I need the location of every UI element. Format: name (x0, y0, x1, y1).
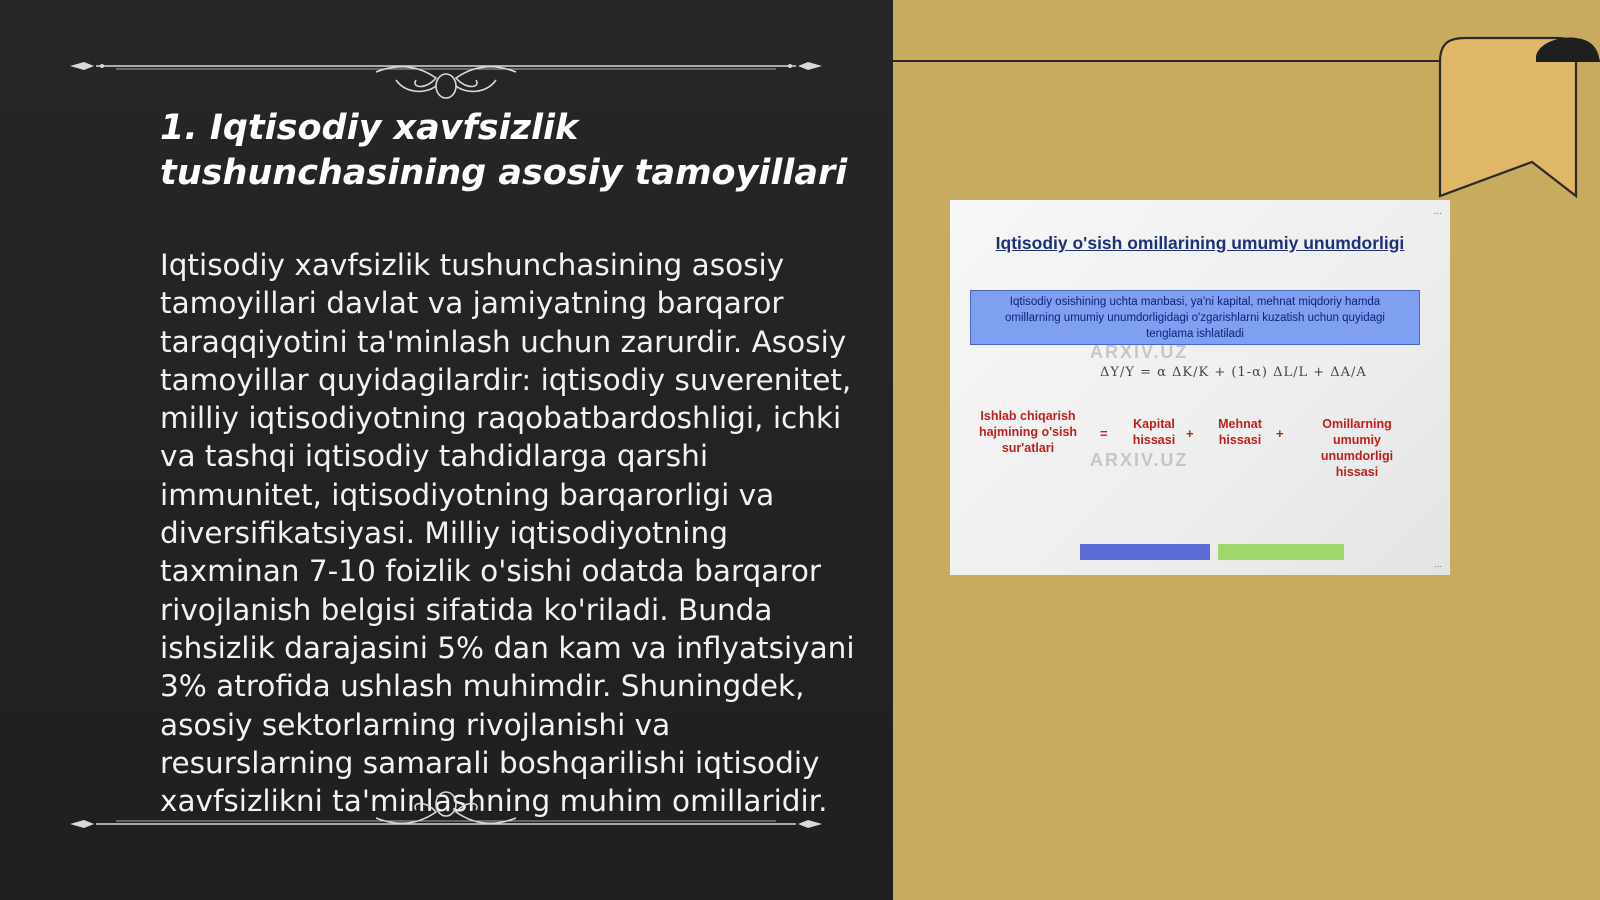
watermark: ARXIV.UZ (1090, 450, 1189, 470)
ornamental-divider-icon (66, 778, 826, 838)
ornamental-divider-icon (66, 50, 826, 110)
corner-text: ... (1433, 206, 1442, 217)
embedded-slide-image (950, 200, 1450, 575)
bookmark-ribbon-icon (1436, 34, 1600, 200)
embedded-title: Iqtisodiy o'sish omillarining umumiy unumdorligi (995, 233, 1405, 253)
embedded-info-box: Iqtisodiy osishining uchta manbasi, ya'ni kapital, mehnat miqdoriy hamda omillarning umumiy unumdorligidagi o'zgarishlarni kuzatish uchun quyidagi tenglama ishlatiladi (970, 290, 1420, 345)
embedded-bar-blue (1080, 544, 1210, 560)
slide-title: 1. Iqtisodiy xavfsizlik tushunchasining asosiy tamoyillari (160, 108, 848, 193)
operator-equals: = (1100, 426, 1108, 441)
embedded-formula: ΔY/Y = α ΔK/K + (1-α) ΔL/L + ΔA/A (1100, 365, 1367, 380)
term-labor: Mehnat hissasi (1218, 417, 1262, 447)
operator-plus: + (1186, 426, 1194, 441)
embedded-footer: ... (1434, 559, 1442, 569)
embedded-bar-green (1218, 544, 1344, 560)
slide-body-text: Iqtisodiy xavfsizlik tushunchasining asosiy tamoyillari davlat va jamiyatning barqaror taraqqiyotini ta'minlash uchun zarurdir. Asosiy tamoyillar quyidagilardir: iqtisodiy suverenitet, milliy iqtisodiyotning raqobatbardoshligi, ichki va tashqi iqtisodiy tahdidlarga qarshi immunitet, iqtisodiyotning barqarorligi va diversifikatsiyasi. Milliy iqtisodiyotning taxminan 7-10 foizlik o'sishi odatda barqaror rivojlanish belgisi sifatida ko'riladi. Bunda ishsizlik darajasini 5% dan kam va inflyatsiyani 3% atrofida ushlash muhimdir. Shuningdek, asosiy sektorlarning rivojlanishi va resurslarning samarali boshqarilishi iqtisodiy xavfsizlikni ta'minlashning muhim omillaridir. (160, 248, 855, 819)
term-capital: Kapital hissasi (1132, 417, 1176, 447)
operator-plus: + (1276, 426, 1284, 441)
watermark: ARXIV.UZ (1090, 342, 1189, 362)
term-output: Ishlab chiqarish hajmining o'sish sur'atlari (978, 409, 1078, 455)
term-tfp: Omillarning umumiy unumdorligi hissasi (1320, 417, 1394, 479)
